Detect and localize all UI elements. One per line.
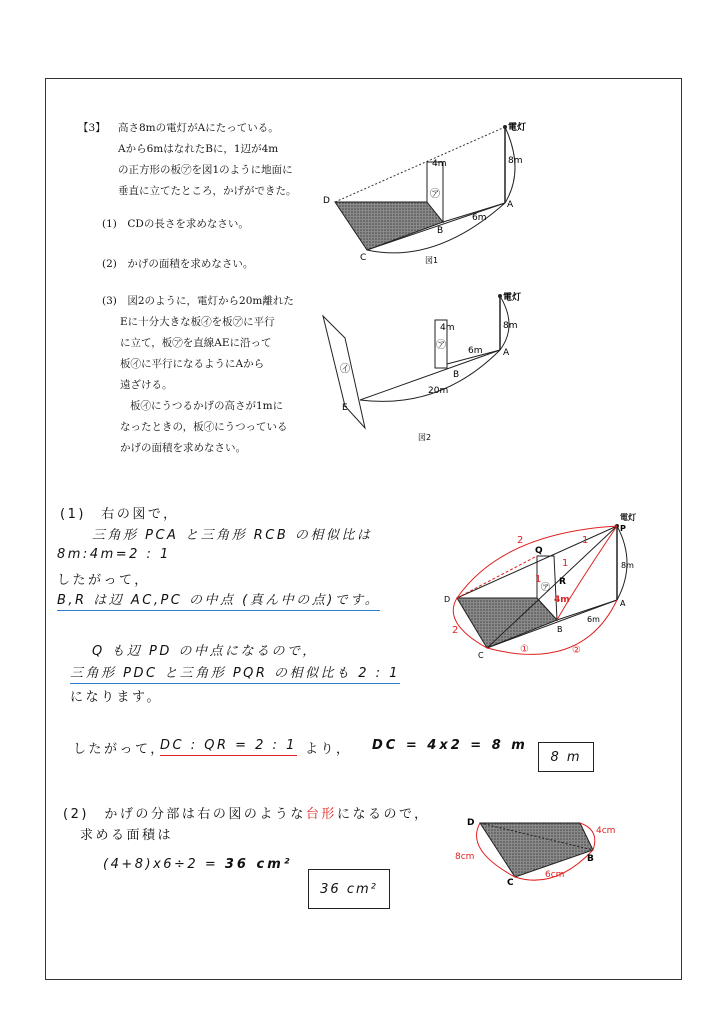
answer1-line6: 三角形 PDC と三角形 PQR の相似比も 2 : 1 xyxy=(70,662,400,684)
answer2-boxed: 36 cm² xyxy=(308,869,390,909)
question-3-line-3: に立て，板㋐を直線AEに沿って xyxy=(120,337,272,349)
answer1-line4: B,R は辺 AC,PC の中点 (真ん中の点)です。 xyxy=(57,589,380,611)
answer2-result: 36 cm² xyxy=(224,857,293,872)
point-d: D xyxy=(467,818,475,828)
figure-1-caption: 図1 xyxy=(425,256,439,265)
distance-label: 6m xyxy=(472,213,487,223)
side-4cm: 4cm xyxy=(596,826,616,836)
answer2-line1-prefix: (2) かげの分部は右の図のような xyxy=(63,807,306,822)
distance-label: 6m xyxy=(587,615,600,624)
side-label: 4m xyxy=(432,159,447,169)
circle-one-mark: ① xyxy=(520,644,529,655)
question-3-line-5: 遠ざける。 xyxy=(120,379,173,391)
answer1-line2: 8m:4m=2 : 1 xyxy=(57,547,171,562)
point-c: C xyxy=(478,651,484,660)
answer1-line3: したがって， xyxy=(57,573,150,588)
point-b: B xyxy=(437,226,444,236)
answer2-formula-text: (4+8)x6÷2 = xyxy=(103,857,225,872)
answer1-result: DC = 4x2 = 8 m xyxy=(372,738,528,753)
question-3-line-7: なったときの，板㋑にうつっている xyxy=(120,421,288,433)
answer2-line1 xyxy=(63,803,430,822)
side-6cm: 6cm xyxy=(545,870,565,880)
point-b: B xyxy=(587,854,594,864)
problem-intro-3: の正方形の板㋐を図1のように地面に xyxy=(118,164,293,176)
question-1: (1) CDの長さを求めなさい。 xyxy=(102,218,249,230)
figure-1 xyxy=(315,115,545,275)
point-a: A xyxy=(503,348,510,358)
answer1-ratio-suffix: より， xyxy=(305,742,352,757)
point-b: B xyxy=(453,370,460,380)
figure-2-caption: 図2 xyxy=(418,433,432,442)
lamp-label: 電灯 xyxy=(503,293,522,303)
ratio-two-label: 2 xyxy=(517,535,524,546)
figure-2 xyxy=(320,288,550,448)
point-e: E xyxy=(342,403,348,413)
question-3-line-2: Eに十分大きな板㋑を板㋐に平行 xyxy=(120,316,275,328)
answer1-ratio-prefix: したがって， xyxy=(73,742,166,757)
plate-i-label: ㋑ xyxy=(340,364,350,375)
lamp-label: 電灯 xyxy=(508,123,527,133)
point-a: A xyxy=(507,200,514,210)
question-3-line-4: 板㋑に平行になるようにAから xyxy=(120,358,265,370)
answer2-trapezoid-word: 台形 xyxy=(305,807,337,822)
point-c: C xyxy=(360,253,367,263)
point-b: B xyxy=(557,625,563,634)
point-q: Q xyxy=(535,546,543,556)
problem-intro-2: Aから6mはなれたBに，1辺が4m xyxy=(118,143,279,155)
triangle-one-mark: 1 xyxy=(562,558,569,569)
trapezoid-shadow xyxy=(480,823,593,877)
side-label: 4m xyxy=(440,323,455,333)
small-triangle-mark: 1 xyxy=(535,574,542,585)
answer1-boxed: 8 m xyxy=(538,742,594,772)
circle-two-mark: ② xyxy=(572,645,581,656)
point-r: R xyxy=(559,577,566,587)
problem-intro-1: 高さ8mの電灯がAにたっている。 xyxy=(118,122,279,134)
answer1-ratio: DC : QR = 2 : 1 xyxy=(160,738,297,756)
question-3-line-6: 板㋑にうつるかげの高さが1mに xyxy=(130,400,284,412)
plate-a-label: ㋐ xyxy=(436,340,446,351)
point-a: A xyxy=(620,599,626,608)
answer1-line7: になります。 xyxy=(70,690,162,705)
distance-label: 6m xyxy=(468,346,483,356)
question-3-line-1: (3) 図2のように，電灯から20m離れた xyxy=(102,295,294,307)
far-distance-label: 20m xyxy=(428,386,449,396)
big-triangle-mark: 2 xyxy=(452,625,459,636)
answer1-line5: Q も辺 PD の中点になるので， xyxy=(92,644,318,659)
side-label: 4m xyxy=(554,595,570,605)
problem-number: 【3】 xyxy=(78,122,106,134)
answer2-formula xyxy=(103,857,292,872)
point-d: D xyxy=(323,196,330,206)
plate-label: ㋐ xyxy=(541,583,551,593)
figure-4 xyxy=(455,805,635,890)
height-label: 8m xyxy=(503,321,518,331)
question-2: (2) かげの面積を求めなさい。 xyxy=(102,258,254,270)
side-8cm: 8cm xyxy=(455,852,475,862)
height-label: 8m xyxy=(508,156,523,166)
point-c: C xyxy=(507,878,514,888)
ratio-one-label: 1 xyxy=(582,535,589,546)
question-3-line-8: かげの面積を求めなさい。 xyxy=(120,442,246,454)
lamp-label: 電灯 xyxy=(620,513,636,522)
plate-label: ㋐ xyxy=(430,189,440,200)
answer1-head: (1) 右の図で， xyxy=(60,507,179,522)
problem-intro-4: 垂直に立てたところ，かげができた。 xyxy=(118,185,297,197)
answer1-line1: 三角形 PCA と三角形 RCB の相似比は xyxy=(92,528,373,543)
answer2-line2: 求める面積は xyxy=(80,828,174,843)
point-d: D xyxy=(444,595,451,604)
answer2-line1-suffix: になるので， xyxy=(336,807,430,822)
point-p: P xyxy=(620,524,626,533)
height-label: 8m xyxy=(621,561,634,570)
figure-3 xyxy=(432,498,647,673)
